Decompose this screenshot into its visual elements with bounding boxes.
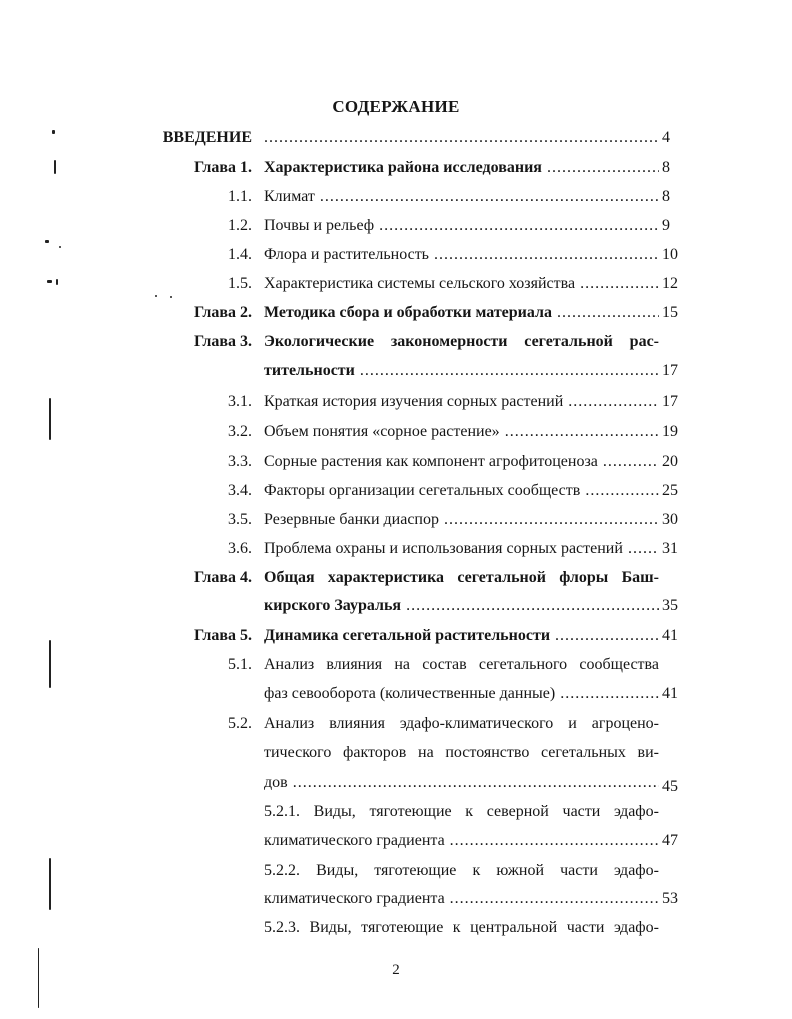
toc-entry-chapter-3 [0, 331, 792, 353]
toc-page: 8 [662, 188, 670, 205]
toc-entry-5-2-2 [0, 860, 792, 882]
toc-number: Глава 2. [194, 304, 252, 321]
toc-number: 1.5. [228, 275, 252, 292]
toc-page: 30 [662, 511, 678, 528]
toc-entry-3-4 [0, 480, 792, 502]
toc-title: Объем понятия «сорное растение» ..... [264, 421, 659, 443]
toc-number: 1.2. [228, 217, 252, 234]
toc-page: 45 [662, 778, 678, 795]
toc-title: Общая характеристика сегетальной флоры Баш- [264, 569, 659, 586]
toc-entry-chapter-5 [0, 625, 792, 647]
toc-entry-5-2-cont2 [0, 772, 792, 794]
toc-page: 12 [662, 275, 678, 292]
toc-page: 53 [662, 890, 678, 907]
toc-entry-5-2-1-cont [0, 830, 792, 852]
toc-page: 15 [662, 304, 678, 321]
toc-title: Сорные растения как компонент агрофитоценоза ..... [264, 451, 659, 473]
toc-page: 41 [662, 685, 678, 702]
toc-title: Резервные банки диаспор ..... [264, 509, 659, 531]
toc-entry-1-4 [0, 244, 792, 266]
toc-entry-3-6 [0, 538, 792, 560]
toc-entry-3-5 [0, 509, 792, 531]
toc-title-continued: тического факторов на постоянство сегетальных ви- [264, 744, 659, 761]
toc-title-continued: дов ..... [264, 772, 659, 794]
toc-title: Характеристика системы сельского хозяйства ..... [264, 273, 659, 295]
toc-page: 8 [662, 159, 670, 176]
toc-page: 9 [662, 217, 670, 234]
toc-number: ВВЕДЕНИЕ [162, 129, 252, 146]
toc-page: 25 [662, 482, 678, 499]
toc-page: 19 [662, 423, 678, 440]
toc-entry-chapter-4-cont [0, 595, 792, 617]
page-number: 2 [392, 962, 400, 978]
toc-number: Глава 1. [194, 159, 252, 176]
toc-page: 10 [662, 246, 678, 263]
toc-number: Глава 3. [194, 333, 252, 350]
toc-entry-chapter-2 [0, 302, 792, 324]
page-title: СОДЕРЖАНИЕ [332, 97, 460, 116]
toc-number: 3.1. [228, 393, 252, 410]
toc-entry-chapter-1 [0, 157, 792, 179]
toc-number: 3.3. [228, 453, 252, 470]
toc-entry-3-1 [0, 391, 792, 413]
toc-number: Глава 4. [194, 569, 252, 586]
toc-title: Краткая история изучения сорных растений ..... [264, 391, 659, 413]
toc-title: Проблема охраны и использования сорных растений ..... [264, 538, 659, 560]
toc-entry-5-1 [0, 654, 792, 676]
toc-title: Флора и растительность ..... [264, 244, 659, 266]
toc-page: 31 [662, 540, 678, 557]
toc-title: 5.2.1. Виды, тяготеющие к северной части эдафо- [264, 803, 659, 820]
toc-title: Характеристика района исследования ..... [264, 157, 659, 179]
toc-page: 47 [662, 832, 678, 849]
toc-page: 20 [662, 453, 678, 470]
toc-title: Почвы и рельеф ..... [264, 215, 659, 237]
toc-title-continued: климатического градиента ..... [264, 830, 659, 852]
toc-title: Методика сбора и обработки материала ..... [264, 302, 659, 324]
toc-title: Климат ..... [264, 186, 659, 208]
toc-title: 5.2.2. Виды, тяготеющие к южной части эдафо- [264, 862, 659, 879]
toc-number: 5.1. [228, 656, 252, 673]
toc-entry-1-2 [0, 215, 792, 237]
toc-entry-5-2-cont [0, 742, 792, 764]
toc-page: 17 [662, 362, 678, 379]
toc-entry-1-1 [0, 186, 792, 208]
toc-number: 3.5. [228, 511, 252, 528]
toc-number: 3.6. [228, 540, 252, 557]
toc-entry-3-2 [0, 421, 792, 443]
toc-number: 3.2. [228, 423, 252, 440]
toc-entry-5-2-2-cont [0, 888, 792, 910]
toc-entry-5-1-cont [0, 683, 792, 705]
toc-title-continued: климатического градиента ..... [264, 888, 659, 910]
toc-title: Экологические закономерности сегетальной рас- [264, 333, 659, 350]
toc-number: 1.4. [228, 246, 252, 263]
toc-title: Динамика сегетальной растительности ..... [264, 625, 659, 647]
toc-title: Факторы организации сегетальных сообществ ..... [264, 480, 659, 502]
toc-title [264, 127, 659, 149]
toc-number: Глава 5. [194, 627, 252, 644]
toc-entry-5-2-1 [0, 801, 792, 823]
toc-entry-1-5 [0, 273, 792, 295]
toc-title: Анализ влияния эдафо-климатического и агроцено- [264, 715, 659, 732]
toc-number: 3.4. [228, 482, 252, 499]
toc-page: 17 [662, 393, 678, 410]
toc-title-continued: тительности ..... [264, 360, 659, 382]
toc-page: 4 [662, 129, 670, 146]
toc-number: 5.2. [228, 715, 252, 732]
toc-entry-chapter-3-cont [0, 360, 792, 382]
toc-entry-3-3 [0, 451, 792, 473]
toc-title: 5.2.3. Виды, тяготеющие к центральной части эдафо- [264, 919, 659, 936]
toc-title: Анализ влияния на состав сегетального сообщества [264, 656, 659, 673]
toc-number: 1.1. [228, 188, 252, 205]
toc-title-continued: кирского Зауралья ..... [264, 595, 659, 617]
toc-entry-introduction [0, 127, 792, 149]
toc-page: 41 [662, 627, 678, 644]
toc-entry-5-2-3 [0, 917, 792, 939]
toc-entry-chapter-4 [0, 567, 792, 589]
toc-title-continued: фаз севооборота (количественные данные) ..... [264, 683, 659, 705]
toc-page: 35 [662, 597, 678, 614]
toc-entry-5-2 [0, 713, 792, 735]
